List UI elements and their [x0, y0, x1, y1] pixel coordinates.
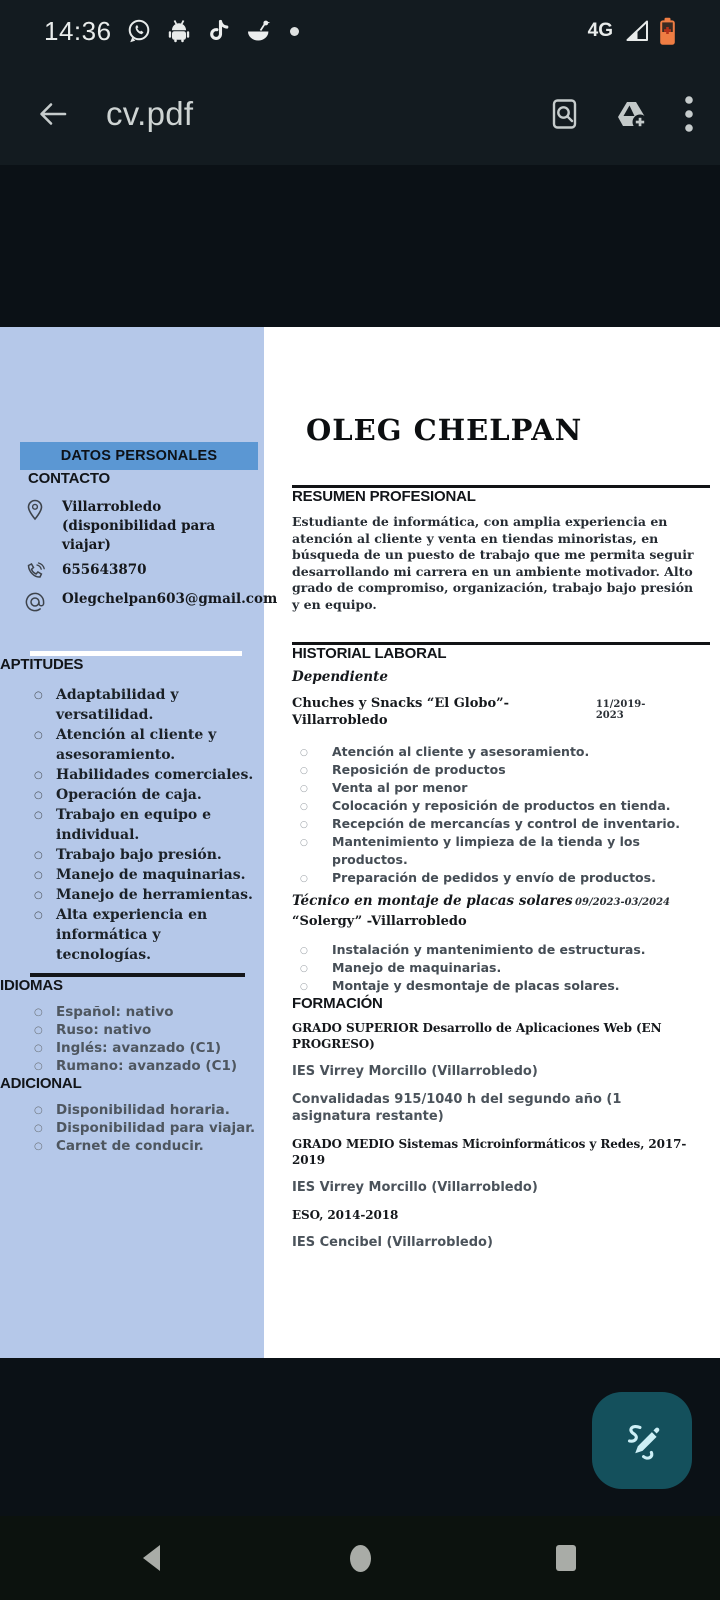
formacion-line: ESO, 2014-2018 — [292, 1208, 399, 1222]
list-item: ○ Rumano: avanzado (C1) — [34, 1057, 256, 1075]
aptitudes-list — [34, 685, 256, 965]
formacion-line: Convalidadas 915/1040 h del segundo año (1 asignatura restante) — [292, 1092, 622, 1124]
formacion-heading: FORMACIÓN — [292, 995, 383, 1012]
formacion-line: GRADO SUPERIOR Desarrollo de Aplicaciones Web (EN PROGRESO) — [292, 1021, 662, 1051]
list-item: ○ Montaje y desmontaje de placas solares. — [298, 977, 710, 995]
signal-strength-icon — [624, 18, 650, 44]
list-item: ○ Inglés: avanzado (C1) — [34, 1039, 256, 1057]
bowl-icon — [244, 18, 272, 44]
list-item: ○ Atención al cliente y asesoramiento. — [298, 743, 710, 761]
list-item: ○ Instalación y mantenimiento de estructuras. — [298, 941, 710, 959]
list-item: ○ Alta experiencia en informática y tecnologías. — [34, 905, 256, 965]
signature-pen-icon — [617, 1416, 667, 1466]
cv-sidebar — [0, 327, 278, 1358]
list-item: ○ Operación de caja. — [34, 785, 256, 805]
clock: 14:36 — [44, 15, 112, 46]
status-bar — [0, 0, 720, 62]
battery-saver-icon — [659, 17, 676, 46]
contact-phone: 655643870 — [62, 562, 147, 578]
list-item: ○ Adaptabilidad y versatilidad. — [34, 685, 256, 725]
list-item: ○ Disponibilidad para viajar. — [34, 1119, 256, 1137]
annotate-fab[interactable] — [592, 1392, 692, 1489]
contact-email: Olegchelpan603@gmail.com — [62, 591, 278, 607]
app-bar — [0, 62, 720, 165]
nav-recents-button[interactable] — [538, 1516, 594, 1600]
contact-row — [22, 498, 254, 555]
resumen-text: Estudiante de informática, con amplia experiencia en atención al cliente y venta en tiendas minoristas, en búsqueda de un puesto de trabajo que me permita seguir desarrollando mi carrera en un ambiente motivador. Alto grado de compromiso, organización, trabajo bajo presión y en equipo. — [292, 514, 694, 612]
pdf-page — [0, 327, 720, 1358]
network-type-label: 4G — [587, 20, 613, 41]
nav-home-button[interactable] — [332, 1516, 388, 1600]
system-nav-bar — [0, 1516, 720, 1600]
list-item: ○ Recepción de mercancías y control de inventario. — [298, 815, 710, 833]
contact-row — [22, 590, 278, 613]
back-button[interactable] — [30, 92, 74, 136]
more-notifications-dot — [290, 27, 299, 36]
job-company: Chuches y Snacks “El Globo”- Villarrobledo — [292, 696, 510, 728]
status-system — [588, 17, 676, 46]
job-dates: 09/2023-03/2024 — [575, 897, 670, 908]
idiomas-list — [34, 1003, 256, 1075]
contact-location: Villarrobledo (disponibilidad para viajar) — [62, 499, 216, 553]
contact-row — [22, 561, 254, 584]
list-item: ○ Manejo de maquinarias. — [34, 865, 256, 885]
list-item: ○ Disponibilidad horaria. — [34, 1101, 256, 1119]
list-item: ○ Mantenimiento y limpieza de la tienda y los productos. — [298, 833, 710, 869]
list-item: ○ Habilidades comerciales. — [34, 765, 256, 785]
formacion-line: IES Virrey Morcillo (Villarrobledo) — [292, 1064, 538, 1079]
historial-heading: HISTORIAL LABORAL — [292, 645, 447, 662]
list-item: ○ Reposición de productos — [298, 761, 710, 779]
list-item: ○ Atención al cliente y asesoramiento. — [34, 725, 256, 765]
job-company: “Solergy” -Villarrobledo — [292, 914, 467, 929]
job-role: Dependiente — [292, 669, 388, 685]
nav-back-button[interactable] — [123, 1516, 179, 1600]
formacion-line: IES Cencibel (Villarrobledo) — [292, 1235, 493, 1250]
tiktok-icon — [206, 18, 230, 44]
pdf-viewer[interactable] — [0, 165, 720, 1516]
at-sign-icon — [22, 590, 48, 613]
adicional-list — [34, 1101, 256, 1155]
recents-square-icon — [556, 1545, 576, 1571]
list-item: ○ Manejo de herramientas. — [34, 885, 256, 905]
cv-name: OLEG CHELPAN — [306, 413, 583, 447]
list-item: ○ Venta al por menor — [298, 779, 710, 797]
top-bar-region — [0, 0, 720, 165]
job-dates: 11/2019-2023 — [595, 699, 646, 721]
idiomas-heading: IDIOMAS — [0, 977, 63, 994]
document-title: cv.pdf — [106, 94, 194, 132]
contact-list — [22, 498, 278, 613]
back-triangle-icon — [143, 1545, 160, 1571]
whatsapp-icon — [126, 18, 152, 44]
job-duties-list — [298, 941, 710, 995]
formacion-line: IES Virrey Morcillo (Villarrobledo) — [292, 1180, 538, 1195]
list-item: ○ Español: nativo — [34, 1003, 256, 1021]
find-in-document-button[interactable] — [550, 98, 580, 130]
list-item: ○ Manejo de maquinarias. — [298, 959, 710, 977]
job-role-row — [292, 887, 710, 910]
status-notifications — [44, 16, 299, 47]
overflow-menu-button[interactable] — [684, 95, 694, 133]
list-item: ○ Colocación y reposición de productos en tienda. — [298, 797, 710, 815]
home-circle-icon — [350, 1545, 371, 1572]
job-company-row — [292, 695, 710, 729]
cv-main-column — [264, 327, 720, 1358]
add-to-drive-button[interactable] — [616, 99, 648, 129]
phone-icon — [22, 561, 48, 584]
aptitudes-heading: APTITUDES — [0, 656, 84, 673]
list-item: ○ Preparación de pedidos y envío de productos. — [298, 869, 710, 887]
contacto-heading: CONTACTO — [28, 470, 111, 487]
resumen-heading: RESUMEN PROFESIONAL — [292, 488, 476, 505]
job-role: Técnico en montaje de placas solares — [292, 893, 573, 909]
datos-personales-header: DATOS PERSONALES — [20, 442, 258, 470]
app-bar-actions — [550, 95, 694, 133]
job-duties-list — [298, 743, 710, 887]
list-item: ○ Trabajo bajo presión. — [34, 845, 256, 865]
android-icon — [166, 18, 192, 44]
location-pin-icon — [22, 498, 48, 555]
list-item: ○ Ruso: nativo — [34, 1021, 256, 1039]
list-item: ○ Trabajo en equipo e individual. — [34, 805, 256, 845]
adicional-heading: ADICIONAL — [0, 1075, 82, 1092]
list-item: ○ Carnet de conducir. — [34, 1137, 256, 1155]
formacion-line: GRADO MEDIO Sistemas Microinformáticos y Redes, 2017-2019 — [292, 1137, 687, 1167]
